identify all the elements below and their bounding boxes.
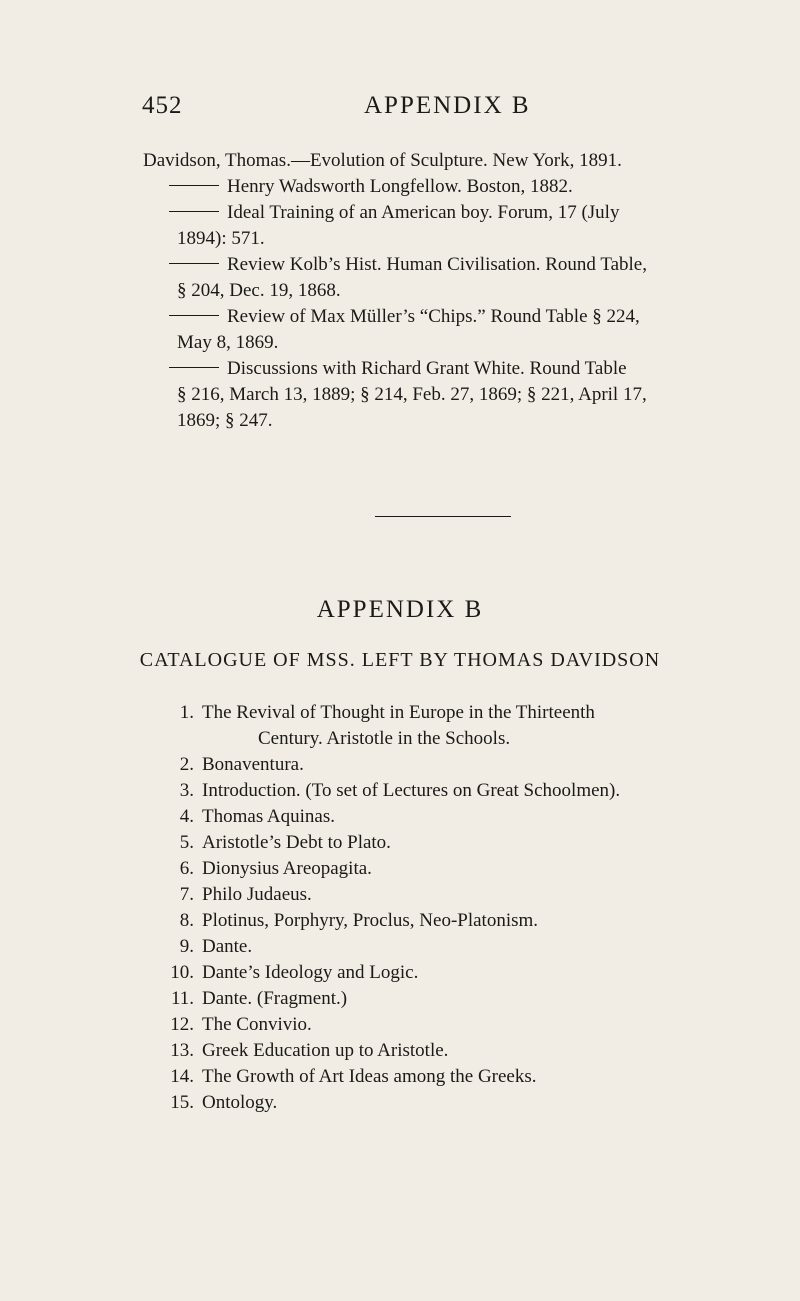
item-number: 3. — [179, 780, 194, 801]
bibliography-entry — [143, 148, 655, 174]
section-divider — [375, 516, 511, 517]
item-title: Plotinus, Porphyry, Proclus, Neo-Platonism. — [202, 910, 539, 931]
item-number: 1. — [179, 702, 194, 723]
item-number: 2. — [179, 754, 194, 775]
bibliography-entry — [143, 200, 655, 252]
entry-line: 1869; § 247. — [177, 410, 273, 431]
entry-line: Discussions with Richard Grant White. Round Table — [227, 358, 627, 379]
item-title: Dante. (Fragment.) — [202, 988, 348, 1009]
catalogue-item — [160, 1064, 660, 1090]
item-title: The Convivio. — [202, 1014, 312, 1035]
entry-line: Review of Max Müller’s “Chips.” Round Table § 224, — [227, 306, 640, 327]
bibliography-author: Davidson, Thomas. — [143, 150, 291, 171]
catalogue-item — [160, 1090, 660, 1116]
catalogue-item — [160, 882, 660, 908]
page-number: 452 — [142, 92, 183, 119]
catalogue-item — [160, 856, 660, 882]
bibliography-entry — [143, 252, 655, 304]
entry-line: 1894): 571. — [177, 228, 265, 249]
item-number: 10. — [170, 962, 194, 983]
entry-line: Henry Wadsworth Longfellow. Boston, 1882. — [227, 176, 573, 197]
item-title: Dante. — [202, 936, 253, 957]
catalogue-item — [160, 934, 660, 960]
bibliography-entry — [143, 356, 655, 434]
entry-line: § 204, Dec. 19, 1868. — [177, 280, 341, 301]
ditto-rule — [169, 315, 219, 316]
item-number: 11. — [170, 988, 194, 1009]
item-number: 14. — [170, 1066, 194, 1087]
catalogue-item — [160, 960, 660, 986]
entry-line: Review Kolb’s Hist. Human Civilisation. Round Table, — [227, 254, 647, 275]
ditto-rule — [169, 263, 219, 264]
section-subtitle: CATALOGUE OF MSS. LEFT BY THOMAS DAVIDSON — [139, 649, 661, 671]
entry-line: May 8, 1869. — [177, 332, 279, 353]
item-number: 13. — [170, 1040, 194, 1061]
catalogue-item — [160, 1012, 660, 1038]
catalogue-item — [160, 804, 660, 830]
running-title: APPENDIX B — [364, 92, 531, 119]
item-title: Dante’s Ideology and Logic. — [202, 962, 419, 983]
catalogue-item — [160, 700, 660, 752]
catalogue-item — [160, 752, 660, 778]
catalogue-item — [160, 1038, 660, 1064]
entry-line: —Evolution of Sculpture. New York, 1891. — [290, 150, 622, 171]
item-number: 4. — [179, 806, 194, 827]
bibliography-entry — [143, 174, 655, 200]
catalogue-item — [160, 830, 660, 856]
catalogue-item — [160, 908, 660, 934]
section-title: APPENDIX B — [316, 596, 484, 623]
item-title: Thomas Aquinas. — [202, 806, 335, 827]
ditto-rule — [169, 185, 219, 186]
item-title-cont: Century. Aristotle in the Schools. — [258, 728, 511, 749]
item-number: 7. — [179, 884, 194, 905]
item-number: 6. — [179, 858, 194, 879]
bibliography-list — [143, 148, 655, 434]
item-title: The Revival of Thought in Europe in the Thirteenth — [202, 702, 595, 723]
entry-line: Ideal Training of an American boy. Forum, 17 (July — [227, 202, 620, 223]
catalogue-item — [160, 778, 660, 804]
item-title: Greek Education up to Aristotle. — [202, 1040, 449, 1061]
item-title: Aristotle’s Debt to Plato. — [202, 832, 391, 853]
bibliography-entry — [143, 304, 655, 356]
item-title: The Growth of Art Ideas among the Greeks. — [202, 1066, 537, 1087]
item-number: 12. — [170, 1014, 194, 1035]
item-title: Dionysius Areopagita. — [202, 858, 372, 879]
item-title: Introduction. (To set of Lectures on Great Schoolmen). — [202, 780, 621, 801]
item-title: Philo Judaeus. — [202, 884, 312, 905]
item-number: 15. — [170, 1092, 194, 1113]
running-head — [0, 92, 800, 132]
catalogue-item — [160, 986, 660, 1012]
item-title: Ontology. — [202, 1092, 278, 1113]
item-number: 5. — [179, 832, 194, 853]
ditto-rule — [169, 211, 219, 212]
catalogue-list — [160, 700, 660, 1116]
item-number: 8. — [179, 910, 194, 931]
entry-line: § 216, March 13, 1889; § 214, Feb. 27, 1869; § 221, April 17, — [177, 384, 647, 405]
item-number: 9. — [179, 936, 194, 957]
item-title: Bonaventura. — [202, 754, 304, 775]
ditto-rule — [169, 367, 219, 368]
